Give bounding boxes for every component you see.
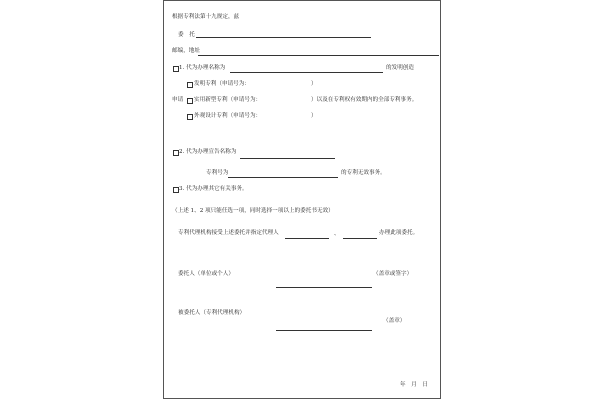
patent-no-line[interactable] <box>228 177 338 178</box>
date-text: 年 月 日 <box>400 382 428 388</box>
agent-label: 被委托人（专利代理机构） <box>178 310 246 316</box>
principal-label: 委托人（单位或个人） <box>178 271 234 277</box>
design-checkbox[interactable] <box>187 114 193 120</box>
agent-signature-line[interactable] <box>276 330 372 331</box>
seal-text: （盖章） <box>383 318 406 324</box>
opt-design: 外观设计专利（申请号为： <box>194 113 262 119</box>
entrust-label: 委 托 <box>178 32 195 38</box>
item3-text: 3. 代为办理其它有关事务。 <box>179 186 248 192</box>
opt-utility: 实用新型专利（申请号为： <box>194 97 262 103</box>
design-close-paren: ） <box>311 113 317 119</box>
item2-suffix: 的专利无效事务。 <box>341 170 386 176</box>
invention-close-paren: ） <box>311 81 317 87</box>
note-text: （上述 1、2 项只能任选一项，同时选择一项以上的委托书无效） <box>172 208 334 214</box>
entrust-line[interactable] <box>196 37 371 38</box>
item2-name-line[interactable] <box>240 158 335 159</box>
patent-no-label: 专利号为 <box>206 170 229 176</box>
intro-text: 根据专利法第十九规定，兹 <box>172 14 240 20</box>
apply-label: 申请 <box>172 97 184 103</box>
item1-prefix: 1. 代为办理名称为 <box>179 65 226 71</box>
agency-accept-text: 专利代理机构接受上述委托并指定代理人 <box>178 230 279 236</box>
invention-checkbox[interactable] <box>187 82 193 88</box>
utility-checkbox[interactable] <box>187 98 193 104</box>
address-line[interactable] <box>198 55 439 56</box>
agent1-line[interactable] <box>285 238 329 239</box>
principal-signature-line[interactable] <box>276 287 372 288</box>
handle-entrust-text: 办理此项委托。 <box>379 230 419 236</box>
item1-suffix: 的发明创造 <box>386 65 414 71</box>
opt-invention: 发明专利（申请号为： <box>194 81 250 87</box>
power-of-attorney-form <box>163 0 441 399</box>
item1-name-line[interactable] <box>230 72 383 73</box>
item2-prefix: 2. 代为办理宣告名称为 <box>179 149 237 155</box>
opt-utility-suffix: ）以及在专利权有效期内的全部专利事务。 <box>311 97 418 103</box>
agent2-line[interactable] <box>343 238 377 239</box>
address-label: 邮编，地址 <box>172 48 200 54</box>
comma-separator: 、 <box>334 231 340 237</box>
seal-or-sign-text: （盖章或签字） <box>373 271 413 277</box>
